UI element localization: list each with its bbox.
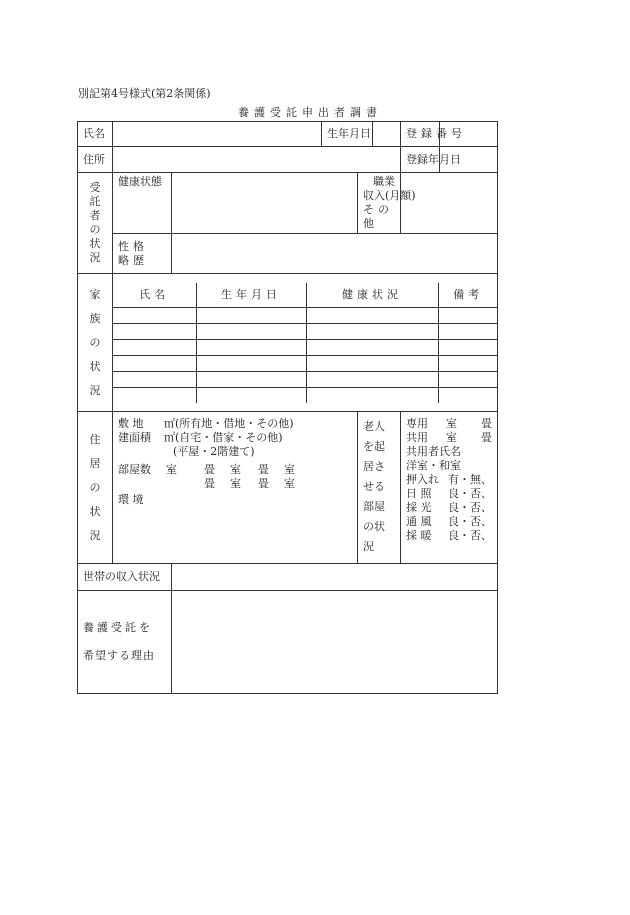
housing-section-label: 住 居 の 状 況 — [78, 412, 113, 564]
private-room-row: 専用 室 畳 — [406, 417, 493, 430]
row-trustee-personality — [78, 234, 498, 274]
personality-history-label — [113, 234, 172, 274]
shared-room-row: 共用 室 畳 — [406, 431, 493, 444]
history-label: 略歴 — [118, 253, 148, 267]
row-trustee-health — [78, 173, 498, 234]
occupation-field[interactable] — [401, 173, 498, 234]
family-col-birthdate: 生年月日 — [196, 283, 306, 308]
row-housing — [78, 412, 498, 564]
family-table — [113, 283, 498, 403]
trustee-section-label: 受 託 者 の 状 況 — [78, 173, 113, 274]
elder-room-detail — [401, 412, 498, 564]
site-row — [118, 417, 352, 431]
elder-room-label: 老人を起 居させる 部屋の状 況 — [358, 412, 401, 564]
room-style: 洋室・和室 — [406, 459, 462, 472]
family-header-row — [113, 283, 498, 308]
birthdate-field[interactable] — [373, 122, 401, 147]
heating-row: 採 暖 良・否、 — [406, 529, 493, 542]
other-label: その他 — [363, 203, 394, 230]
ventilation-row: 通 風 良・否、 — [406, 515, 493, 528]
row-address — [78, 147, 498, 173]
family-col-name: 氏名 — [113, 283, 196, 308]
rooms-label: 部屋数 — [118, 463, 151, 476]
family-table-cell — [113, 274, 498, 412]
family-row[interactable] — [113, 323, 498, 339]
name-field[interactable] — [113, 122, 322, 147]
applicant-survey-table — [77, 121, 498, 694]
closet-row: 押入れ 有・無、 — [406, 473, 493, 486]
family-col-notes: 備考 — [438, 283, 498, 308]
reason-label: 養護受託を 希望する理由 — [78, 591, 172, 694]
row-name — [78, 122, 498, 147]
income-label: 収入(月額) — [363, 189, 416, 202]
household-income-label: 世帯の収入状況 — [78, 564, 172, 591]
housing-detail-cell — [113, 412, 358, 564]
family-col-health: 健康状況 — [306, 283, 438, 308]
floor-label: 建面積 — [118, 431, 151, 444]
light-row: 採 光 良・否、 — [406, 501, 493, 514]
env-label: 環 境 — [118, 493, 144, 506]
row-household-income — [78, 564, 498, 591]
family-section-label: 家 族 の 状 況 — [78, 274, 113, 412]
floor-note: ㎡(自宅・借家・その他) — [164, 431, 283, 444]
form-title: 養護受託申出者調書 — [238, 106, 382, 119]
sunlight-row: 日 照 良・否、 — [406, 487, 493, 500]
shared-user-label: 共用者氏名 — [406, 445, 462, 458]
family-row[interactable] — [113, 371, 498, 387]
family-row[interactable] — [113, 339, 498, 355]
site-note: ㎡(所有地・借地・その他) — [164, 417, 294, 430]
name-label: 氏名 — [78, 122, 113, 147]
birthdate-label: 生年月日 — [322, 122, 373, 147]
occupation-income-label — [358, 173, 416, 234]
occupation-label: 職業 — [373, 175, 396, 188]
floor-note-2: (平屋・2階建て) — [173, 445, 255, 458]
rooms-row: 部屋数 室 畳 室 畳 室 — [118, 463, 295, 476]
reg-number-label: 登録番号 — [401, 122, 440, 147]
personality-field[interactable] — [172, 234, 498, 274]
row-family — [78, 274, 498, 412]
family-row[interactable] — [113, 307, 498, 323]
reason-field[interactable] — [172, 591, 498, 694]
address-label: 住所 — [78, 147, 113, 173]
personality-label: 性格 — [118, 239, 148, 253]
site-label: 敷 地 — [118, 417, 144, 430]
household-income-field[interactable] — [172, 564, 498, 591]
form-number: 別記第4号様式(第2条関係) — [78, 87, 211, 100]
family-row[interactable] — [113, 387, 498, 403]
floor-row — [118, 431, 352, 445]
rooms-row-2: 畳 室 畳 室 — [204, 477, 295, 490]
reg-date-label: 登録年月日 — [401, 147, 440, 173]
address-field[interactable] — [113, 147, 401, 173]
row-reason — [78, 591, 498, 694]
family-row[interactable] — [113, 355, 498, 371]
health-field[interactable] — [172, 173, 358, 234]
health-label: 健康状態 — [113, 173, 172, 234]
